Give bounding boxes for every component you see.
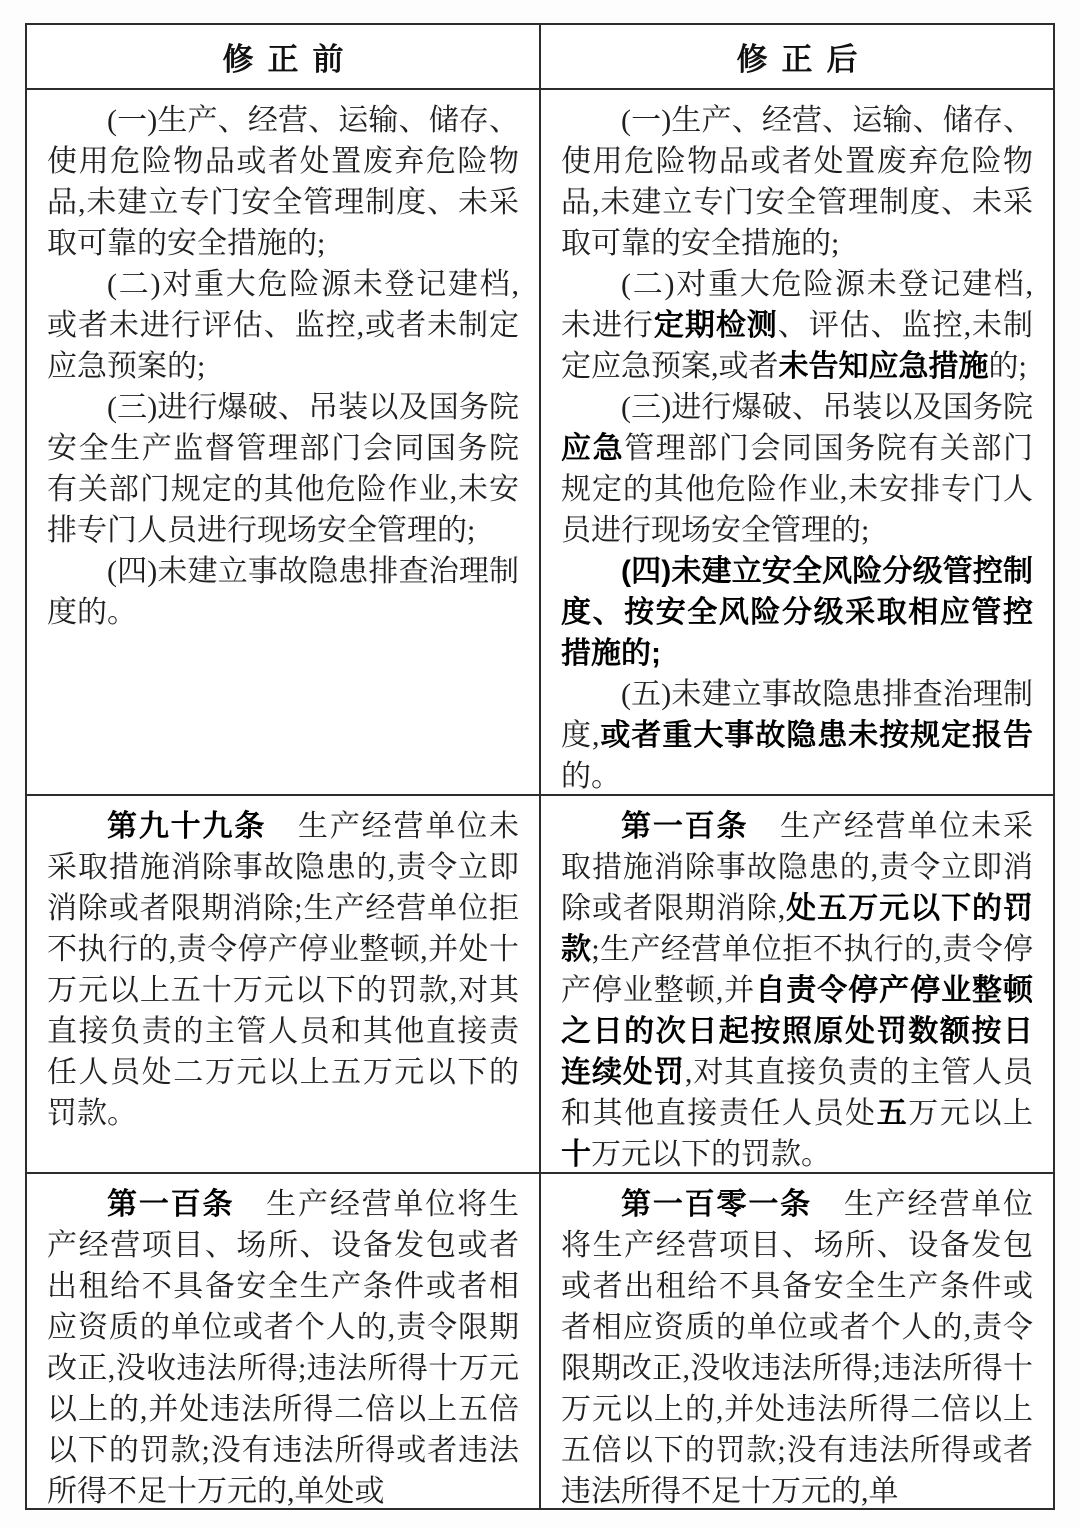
amended-text: 第九十九条 <box>107 810 267 843</box>
text-run: (三)进行爆破、吊装以及国务院 <box>621 391 1033 424</box>
table-row <box>27 90 1053 796</box>
cell-before <box>27 1174 539 1510</box>
table-header-row <box>27 25 1053 90</box>
amended-text: 十 <box>561 1138 591 1171</box>
paragraph <box>47 264 519 387</box>
amended-text: 定期检测 <box>653 309 778 342</box>
paragraph <box>47 806 519 1134</box>
text-run: 生产经营单位未采取措施消除事故隐患的,责令立即消除或者限期消除, <box>561 810 1034 925</box>
text-run: ;生产经营单位拒不执行的,责令停产停业整顿,并 <box>561 933 1033 1007</box>
amended-text: (四)未建立安全风险分级管控制度、按安全风险分级采取相应管控措施的; <box>561 555 1033 670</box>
amended-text: 第一百条 <box>107 1188 235 1221</box>
text-run: 生产经营单位未采取措施消除事故隐患的,责令立即消除或者限期消除;生产经营单位拒不执行的,责令停产停业整顿,并处十万元以上五十万元以下的罚款,对其直接负责的主管人员和其他直接责任人员处二万元以上五万元以下的罚款。 <box>47 810 520 1130</box>
amended-text: 自责令停产停业整顿之日的次日起按照原处罚数额按日连续处罚 <box>561 974 1034 1089</box>
amended-text: 第一百条 <box>621 810 749 843</box>
text-run: (五)未建立事故隐患排查治理制度, <box>561 678 1033 752</box>
text-run: (一)生产、经营、运输、储存、使用危险物品或者处置废弃危险物品,未建立专门安全管理制度、未采取可靠的安全措施的; <box>561 104 1033 260</box>
table-body <box>27 90 1053 1510</box>
text-run: (三)进行爆破、吊装以及国务院安全生产监督管理部门会同国务院有关部门规定的其他危险作业,未安排专门人员进行现场安全管理的; <box>47 391 519 547</box>
paragraph <box>561 264 1033 387</box>
paragraph <box>561 806 1033 1172</box>
cell-after <box>539 796 1053 1172</box>
text-run: 生产经营单位将生产经营项目、场所、设备发包或者出租给不具备安全生产条件或者相应资质的单位或者个人的,责令限期改正,没收违法所得;违法所得十万元以上的,并处违法所得二倍以上五倍以下的罚款;没有违法所得或者违法所得不足十万元的,单 <box>561 1188 1033 1508</box>
amended-text: 五 <box>876 1097 909 1130</box>
table-row <box>27 796 1053 1174</box>
text-run: (四)未建立事故隐患排查治理制度的。 <box>47 555 519 629</box>
cell-before <box>27 796 539 1172</box>
amended-text: 未告知应急措施 <box>778 350 989 383</box>
text-run: (二)对重大危险源未登记建档,未进行 <box>561 268 1033 342</box>
paragraph <box>561 551 1033 674</box>
paragraph <box>561 674 1033 794</box>
paragraph <box>561 1184 1033 1510</box>
text-run: 、评估、监控,未制定应急预案,或者 <box>561 309 1034 383</box>
amended-text: 应急 <box>561 432 625 465</box>
header-cell-before: 修正前 <box>222 42 358 77</box>
text-run: 生产经营单位将生产经营项目、场所、设备发包或者出租给不具备安全生产条件或者相应资质的单位或者个人的,责令限期改正,没收违法所得;违法所得十万元以上的,并处违法所得二倍以上五倍以下的罚款;没有违法所得或者违法所得不足十万元的,单处或 <box>47 1188 520 1508</box>
amended-text: 第一百零一条 <box>621 1188 812 1221</box>
paragraph <box>47 387 519 551</box>
header-cell-after: 修正后 <box>539 25 1053 88</box>
text-run: 管理部门会同国务院有关部门规定的其他危险作业,未安排专门人员进行现场安全管理的; <box>561 432 1034 547</box>
text-run: 的。 <box>561 760 621 793</box>
cell-after <box>539 1174 1053 1510</box>
amended-text: 或者重大事故隐患未按规定报告 <box>599 719 1034 752</box>
text-run: 的; <box>988 350 1027 383</box>
paragraph <box>561 100 1033 264</box>
paragraph <box>561 387 1033 551</box>
text-run: 万元以下的罚款。 <box>591 1138 831 1171</box>
amended-text: 处五万元以下的罚款 <box>561 892 1034 966</box>
paragraph <box>47 551 519 633</box>
cell-after <box>539 90 1053 794</box>
comparison-table <box>25 23 1055 1510</box>
paragraph <box>47 1184 519 1510</box>
text-run: ,对其直接负责的主管人员和其他直接责任人员处 <box>561 1056 1034 1130</box>
text-run: (一)生产、经营、运输、储存、使用危险物品或者处置废弃危险物品,未建立专门安全管理制度、未采取可靠的安全措施的; <box>47 104 519 260</box>
table-row <box>27 1174 1053 1510</box>
text-run: (二)对重大危险源未登记建档,或者未进行评估、监控,或者未制定应急预案的; <box>47 268 519 383</box>
cell-before <box>27 90 539 794</box>
text-run: 万元以上 <box>908 1097 1034 1130</box>
paragraph <box>47 100 519 264</box>
